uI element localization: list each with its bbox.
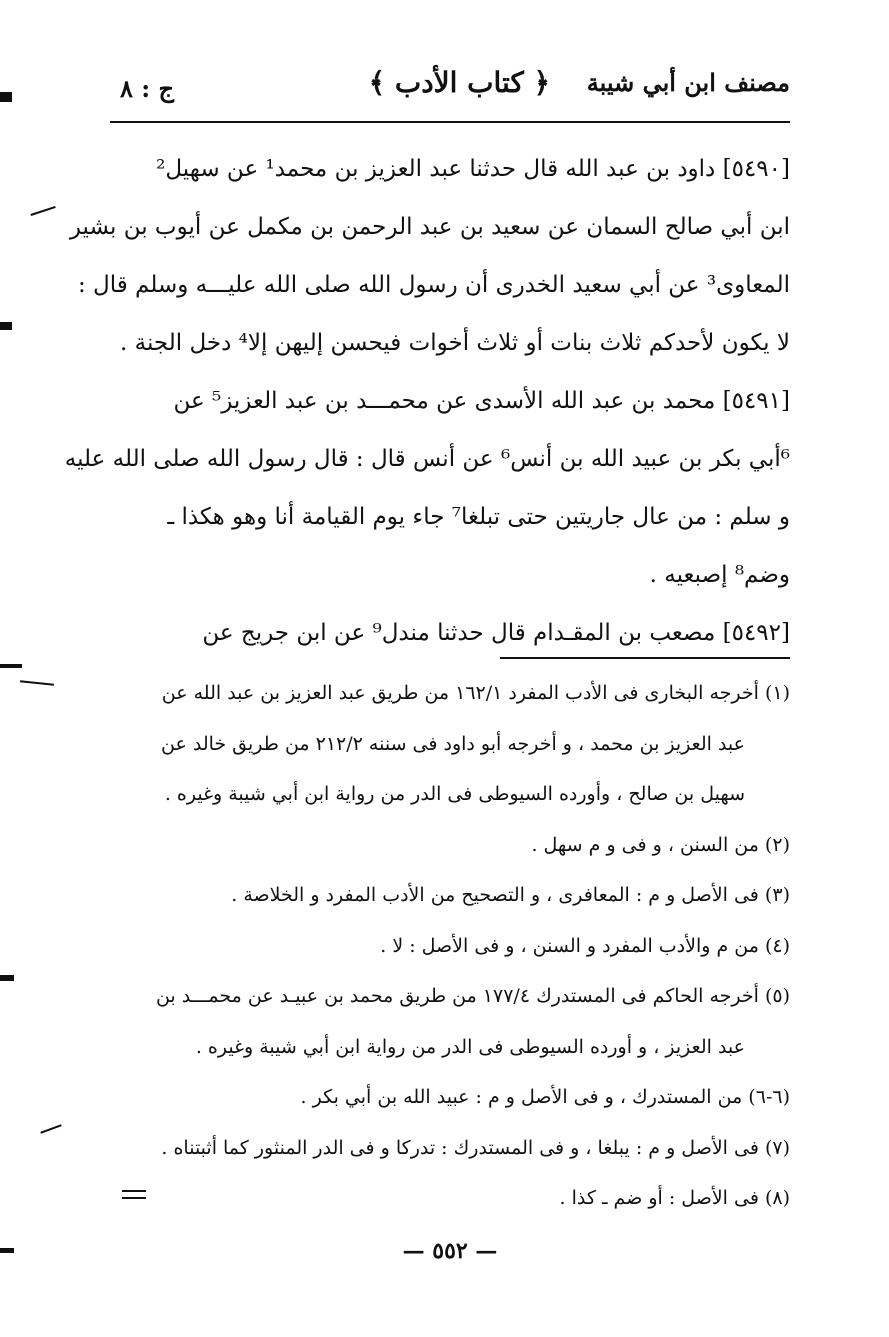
scan-mark <box>40 1124 61 1133</box>
footnote-line: (٦-٦) من المستدرك ، و فى الأصل و م : عبيد الله بن أبي بكر . <box>300 1086 790 1108</box>
scan-mark <box>30 206 55 215</box>
running-header <box>110 60 790 110</box>
main-text <box>64 140 790 662</box>
footnotes <box>125 668 790 1224</box>
main-text-line: ⁶أبي بكر بن عبيد الله بن أنس⁶ عن أنس قال : قال رسول الله صلى الله عليه <box>64 446 790 472</box>
chapter-title: ﴿ كتاب الأدب ﴾ <box>368 66 550 99</box>
footnote-line: (٣) فى الأصل و م : المعافرى ، و التصحيح من الأدب المفرد و الخلاصة . <box>231 884 790 906</box>
footnote-line: (١) أخرجه البخارى فى الأدب المفرد ١٦٢/١ من طريق عبد العزيز بن عبد الله عن <box>161 682 790 704</box>
footnote-line: (٢) من السنن ، و فى و م سهل . <box>531 833 790 856</box>
page-number: — ٥٥٢ — <box>402 1238 498 1264</box>
footnote-line: (٥) أخرجه الحاكم فى المستدرك ١٧٧/٤ من طريق محمد بن عبيـد عن محمـــد بن <box>155 985 790 1007</box>
main-text-line: [٥٤٩١] محمد بن عبد الله الأسدى عن محمـــد بن عبد العزيز⁵ عن <box>173 388 790 414</box>
footnote-separator <box>500 657 790 659</box>
main-text-line: المعاوى³ عن أبي سعيد الخدرى أن رسول الله صلى الله عليـــه وسلم قال : <box>77 272 790 298</box>
footnote-line: سهيل بن صالح ، وأورده السيوطى فى الدر من رواية ابن أبي شيبة وغيره . <box>164 783 745 805</box>
scan-mark <box>0 322 12 330</box>
main-text-line: [٥٤٩٠] داود بن عبد الله قال حدثنا عبد العزيز بن محمد¹ عن سهيل² <box>156 156 790 182</box>
main-text-line: وضم⁸ إصبعيه . <box>649 562 790 588</box>
footnote-line: (٤) من م والأدب المفرد و السنن ، و فى الأصل : لا . <box>380 934 790 957</box>
footnote-line: (٧) فى الأصل و م : يبلغا ، و فى المستدرك : تدركا و فى الدر المنثور كما أثبتناه . <box>161 1136 790 1159</box>
volume-number: ج : ٨ <box>120 74 174 103</box>
scan-mark <box>0 975 14 981</box>
main-text-line: و سلم : من عال جاريتين حتى تبلغا⁷ جاء يوم القيامة أنا وهو هكذا ـ <box>167 504 790 530</box>
main-text-line: لا يكون لأحدكم ثلاث بنات أو ثلاث أخوات فيحسن إليهن إلا⁴ دخل الجنة . <box>120 330 790 356</box>
scan-mark <box>0 1248 14 1253</box>
scan-mark <box>0 92 12 102</box>
main-text-line: [٥٤٩٢] مصعب بن المقـدام قال حدثنا مندل⁹ عن ابن جريج عن <box>202 620 790 646</box>
footnote-line: عبد العزيز ، و أورده السيوطى فى الدر من رواية ابن أبي شيبة وغيره . <box>195 1035 745 1058</box>
header-rule <box>110 121 790 123</box>
scan-mark <box>20 680 54 685</box>
main-text-line: ابن أبي صالح السمان عن سعيد بن عبد الرحمن بن مكمل عن أيوب بن بشير <box>69 214 790 240</box>
footnote-line: (٨) فى الأصل : أو ضم ـ كذا . <box>559 1187 790 1209</box>
scan-mark <box>0 664 22 668</box>
footnote-line: عبد العزيز بن محمد ، و أخرجه أبو داود فى سننه ٢١٢/٢ من طريق خالد عن <box>161 732 745 755</box>
continuation-mark <box>122 1188 146 1202</box>
book-title: مصنف ابن أبي شيبة <box>586 68 790 97</box>
